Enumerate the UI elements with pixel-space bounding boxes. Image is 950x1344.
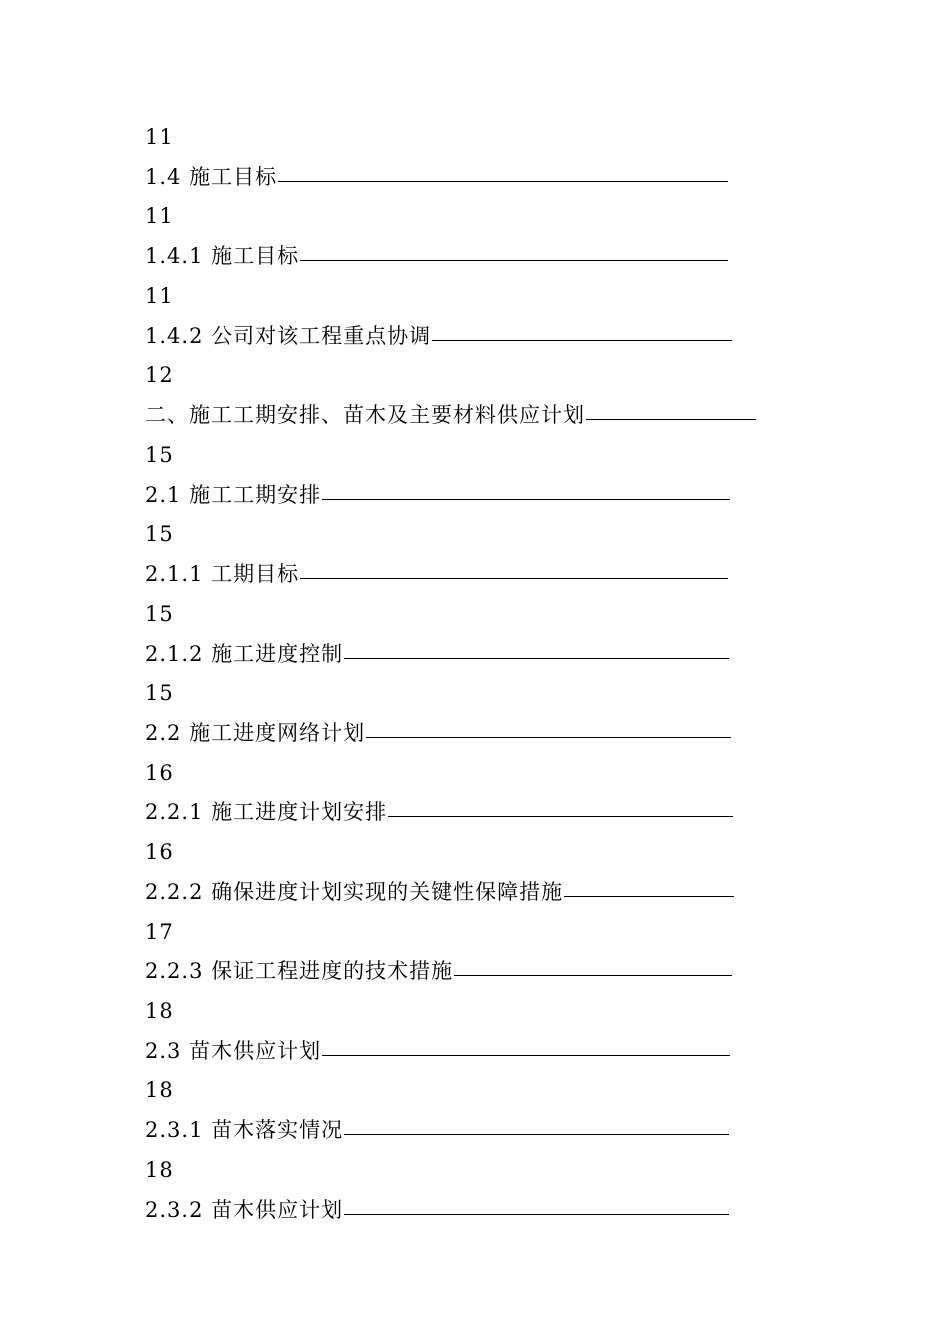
toc-entry	[145, 956, 732, 986]
toc-entry	[145, 400, 756, 430]
toc-entry-title: 2.1 施工工期安排	[145, 483, 322, 507]
toc-entry	[145, 639, 729, 669]
toc-leader-line	[344, 658, 729, 659]
toc-leader-line	[432, 340, 732, 341]
toc-leader-line	[564, 896, 734, 897]
toc-page-number: 16	[145, 840, 174, 864]
toc-leader-line	[586, 419, 756, 420]
toc-leader-line	[278, 181, 728, 182]
toc-entry-title: 1.4 施工目标	[145, 165, 278, 189]
toc-leader-line	[322, 499, 730, 500]
toc-entry	[145, 480, 730, 510]
toc-leader-line	[344, 1214, 729, 1215]
toc-entry-title: 2.3.2 苗木供应计划	[145, 1198, 344, 1222]
toc-page-number: 11	[145, 125, 174, 149]
toc-page-number: 17	[145, 920, 174, 944]
toc-page-number: 16	[145, 761, 174, 785]
toc-leader-line	[300, 260, 728, 261]
toc-page-number: 15	[145, 522, 174, 546]
toc-page-number: 11	[145, 284, 174, 308]
toc-entry-title: 2.2.3 保证工程进度的技术措施	[145, 959, 454, 983]
toc-entry	[145, 1195, 729, 1225]
toc-entry	[145, 321, 732, 351]
toc-entry-title: 2.3.1 苗木落实情况	[145, 1118, 344, 1142]
toc-leader-line	[344, 1134, 729, 1135]
toc-page-number: 15	[145, 602, 174, 626]
toc-entry	[145, 1036, 730, 1066]
toc-entry-title: 二、施工工期安排、苗木及主要材料供应计划	[145, 403, 585, 427]
toc-entry-title: 1.4.2 公司对该工程重点协调	[145, 324, 432, 348]
toc-page-number: 18	[145, 1078, 174, 1102]
toc-entry	[145, 877, 734, 907]
toc-entry-title: 2.2 施工进度网络计划	[145, 721, 366, 745]
toc-entry	[145, 797, 733, 827]
toc-page-number: 18	[145, 999, 174, 1023]
toc-leader-line	[454, 975, 732, 976]
toc-entry-title: 2.2.1 施工进度计划安排	[145, 800, 388, 824]
toc-entry-title: 2.1.2 施工进度控制	[145, 642, 344, 666]
toc-page-number: 12	[145, 363, 174, 387]
toc-leader-line	[366, 737, 731, 738]
toc-entry	[145, 1115, 729, 1145]
toc-entry	[145, 559, 728, 589]
toc-entry	[145, 241, 728, 271]
toc-entry	[145, 162, 728, 192]
toc-leader-line	[388, 816, 733, 817]
toc-page-number: 15	[145, 443, 174, 467]
toc-leader-line	[322, 1055, 730, 1056]
toc-page-number: 18	[145, 1158, 174, 1182]
toc-page-number: 15	[145, 681, 174, 705]
toc-entry	[145, 718, 731, 748]
toc-leader-line	[300, 578, 728, 579]
toc-entry-title: 2.2.2 确保进度计划实现的关键性保障措施	[145, 880, 564, 904]
toc-entry-title: 1.4.1 施工目标	[145, 244, 300, 268]
toc-entry-title: 2.3 苗木供应计划	[145, 1039, 322, 1063]
toc-entry-title: 2.1.1 工期目标	[145, 562, 300, 586]
toc-page-number: 11	[145, 204, 174, 228]
